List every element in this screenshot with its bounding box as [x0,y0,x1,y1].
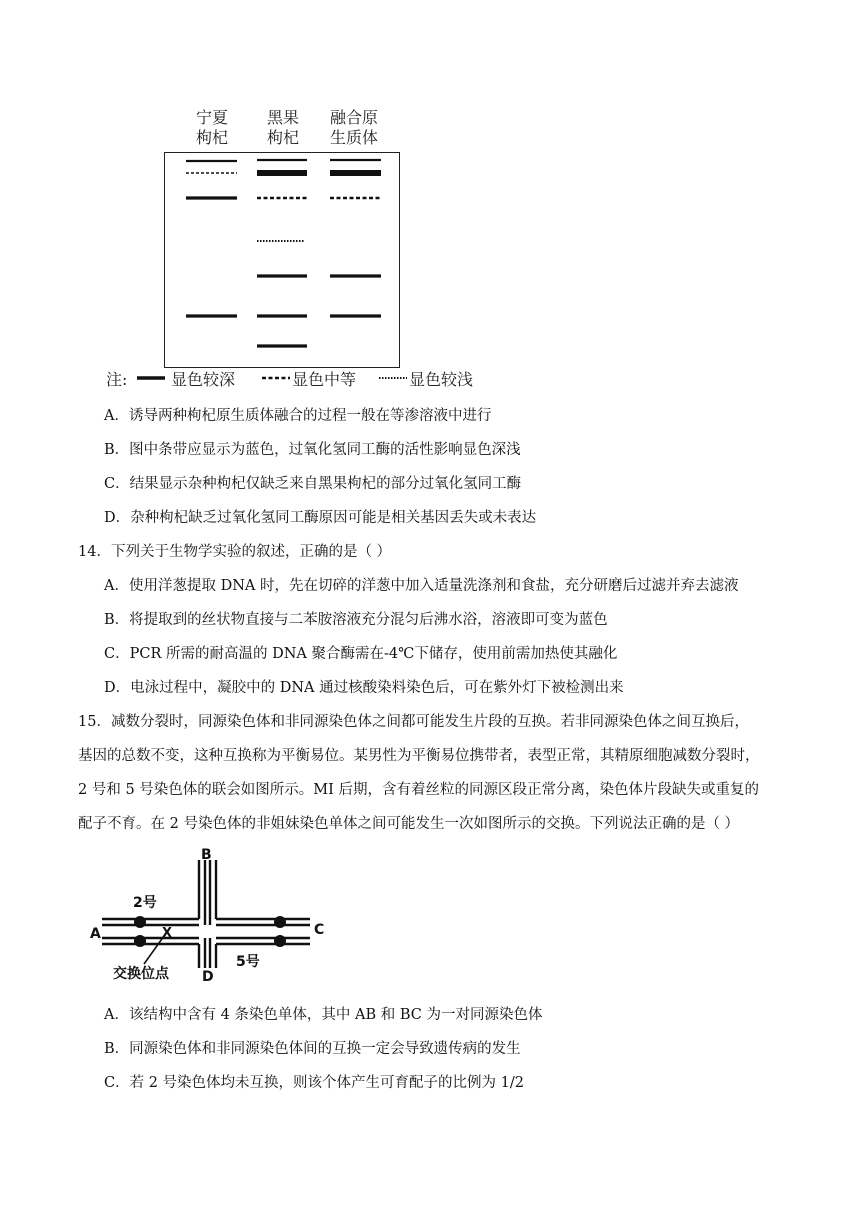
q15-option-b: B．同源染色体和非同源染色体间的互换一定会导致遗传病的发生 [104,1041,521,1057]
fig-label-d: D [202,969,214,985]
fig-label-c: C [314,922,325,938]
q13-option-b: B．图中条带应显示为蓝色，过氧化氢同工酶的活性影响显色深浅 [104,442,521,458]
legend-deep-label: 显色较深 [171,370,236,389]
fig-label-chr5: 5号 [236,954,260,970]
fig-label-b: B [201,847,212,863]
q14-option-b: B．将提取到的丝状物直接与二苯胺溶液充分混匀后沸水浴，溶液即可变为蓝色 [104,612,608,628]
fig-label-crossover-site: 交换位点 [113,966,169,982]
q14-stem: 14．下列关于生物学实验的叙述，正确的是（ ） [78,544,392,560]
fig-label-a: A [90,926,101,942]
legend-prefix: 注: [106,370,128,389]
lane-label-ningxia: 宁夏 枸杞 [195,108,228,147]
lane-label-fusion: 融合原 生质体 [329,108,378,147]
centromere-2-upper [134,916,146,928]
lane-label-heiguo: 黑果 枸杞 [266,108,299,147]
q15-stem-line-3: 2 号和 5 号染色体的联会如图所示。MI 后期，含有着丝粒的同源区段正常分离，染色体片段缺失或重复的 [78,782,759,798]
legend-medium-label: 显色中等 [292,370,357,389]
q13-option-a: A．诱导两种枸杞原生质体融合的过程一般在等渗溶液中进行 [104,408,492,424]
q14-option-d: D．电泳过程中，凝胶中的 DNA 通过核酸染料染色后，可在紫外灯下被检测出来 [104,680,624,696]
legend-light-label: 显色较浅 [409,370,474,389]
fig-label-chr2: 2号 [133,895,157,911]
gel-bands [0,0,860,420]
q13-option-d: D．杂种枸杞缺乏过氧化氢同工酶原因可能是相关基因丢失或未表达 [104,510,537,526]
q15-stem-line-2: 基因的总数不变，这种互换称为平衡易位。某男性为平衡易位携带者，表型正常，其精原细胞减数分裂时， [78,748,760,764]
q14-option-c: C．PCR 所需的耐高温的 DNA 聚合酶需在-4℃下储存，使用前需加热使其融化 [104,646,618,662]
q15-stem-line-4: 配子不育。在 2 号染色体的非姐妹染色单体之间可能发生一次如图所示的交换。下列说法正确的是（ ） [78,816,740,832]
centromere-5-upper [274,916,286,928]
centromere-2-lower [134,935,146,947]
q15-stem-line-1: 15．减数分裂时，同源染色体和非同源染色体之间都可能发生片段的互换。若非同源染色体之间互换后， [78,714,749,730]
q15-option-a: A．该结构中含有 4 条染色单体，其中 AB 和 BC 为一对同源染色体 [104,1007,543,1023]
fig-label-x: X [162,926,173,941]
centromere-5-lower [274,935,286,947]
q13-option-c: C．结果显示杂种枸杞仅缺乏来自黑果枸杞的部分过氧化氢同工酶 [104,476,522,492]
q14-option-a: A．使用洋葱提取 DNA 时，先在切碎的洋葱中加入适量洗涤剂和食盐，充分研磨后过滤并弃去滤液 [104,578,739,594]
q15-option-c: C．若 2 号染色体均未互换，则该个体产生可育配子的比例为 1/2 [104,1075,524,1091]
crossover-pointer [144,936,164,964]
